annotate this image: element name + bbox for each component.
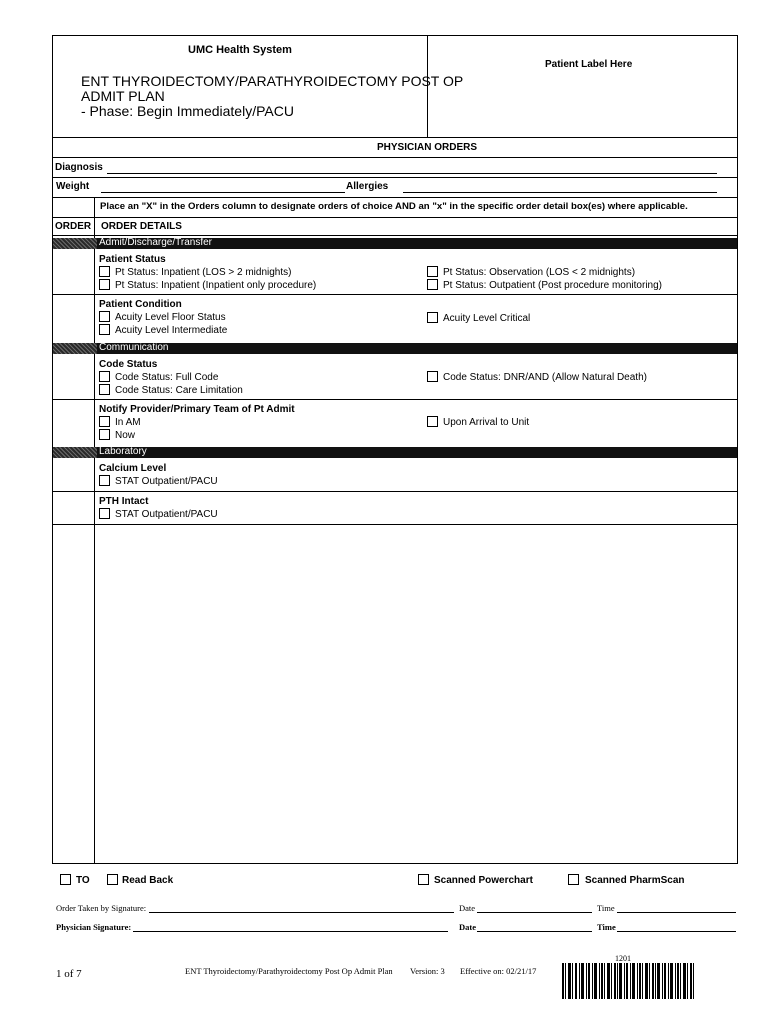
calcium-heading: Calcium Level [99, 463, 167, 474]
scanned-powerchart-checkbox[interactable] [418, 874, 429, 885]
effective-date: Effective on: 02/21/17 [460, 966, 537, 976]
barcode [562, 963, 694, 999]
pt-status-inpatient-los-label: Pt Status: Inpatient (LOS > 2 midnights) [115, 267, 292, 278]
document-title: ENT Thyroidectomy/Parathyroidectomy Post Op Admit Plan [185, 966, 393, 976]
acuity-intermediate-label: Acuity Level Intermediate [115, 325, 228, 336]
code-status-heading: Code Status [99, 359, 158, 370]
notify-in-am-label: In AM [115, 417, 141, 428]
rule [52, 294, 738, 295]
pth-stat-label: STAT Outpatient/PACU [115, 509, 218, 520]
barcode-number: 1201 [615, 954, 631, 963]
header-bottom-line [52, 137, 738, 138]
notify-in-am-checkbox[interactable] [99, 416, 110, 427]
pt-status-inpatient-only-checkbox[interactable] [99, 279, 110, 290]
section-admit [53, 238, 737, 249]
system-name: UMC Health System [188, 44, 292, 56]
code-care-limitation-label: Code Status: Care Limitation [115, 385, 243, 396]
to-label: TO [76, 875, 90, 886]
form-title [81, 74, 463, 119]
notify-now-checkbox[interactable] [99, 429, 110, 440]
physician-date-label: Date [459, 922, 476, 932]
patient-condition-heading: Patient Condition [99, 299, 182, 310]
order-taken-date-label: Date [459, 903, 476, 913]
order-column-header: ORDER [55, 221, 92, 232]
physician-time-field[interactable] [617, 931, 736, 932]
form-phase: - Phase: Begin Immediately/PACU [81, 103, 294, 119]
rule [52, 217, 738, 218]
pth-stat-checkbox[interactable] [99, 508, 110, 519]
code-care-limitation-checkbox[interactable] [99, 384, 110, 395]
order-column-divider [94, 197, 95, 864]
form-title-line2: ADMIT PLAN [81, 88, 165, 104]
order-taken-date-field[interactable] [477, 912, 592, 913]
notify-upon-arrival-label: Upon Arrival to Unit [443, 417, 530, 428]
form-title-line1: ENT THYROIDECTOMY/PARATHYROIDECTOMY POST OP [81, 73, 464, 89]
patient-status-heading: Patient Status [99, 254, 166, 265]
acuity-critical-label: Acuity Level Critical [443, 313, 531, 324]
patient-label-area: Patient Label Here [545, 59, 633, 70]
instruction-text: Place an "X" in the Orders column to designate orders of choice AND an "x" in the specific order detail box(es) where applicable. [100, 201, 688, 212]
order-taken-signature-field[interactable] [149, 912, 454, 913]
order-taken-time-label: Time [597, 903, 615, 913]
notify-heading: Notify Provider/Primary Team of Pt Admit [99, 404, 295, 415]
physician-orders-heading: PHYSICIAN ORDERS [377, 142, 478, 153]
acuity-intermediate-checkbox[interactable] [99, 324, 110, 335]
physician-signature-field[interactable] [133, 931, 448, 932]
page-number: 1 of 7 [56, 968, 82, 980]
order-taken-label: Order Taken by Signature: [56, 903, 147, 913]
physician-date-field[interactable] [477, 931, 592, 932]
rule [52, 524, 738, 525]
allergies-field[interactable] [403, 192, 717, 193]
section-communication [53, 343, 737, 354]
scanned-pharmscan-label: Scanned PharmScan [585, 875, 685, 886]
section-laboratory-title: Laboratory [99, 446, 147, 457]
pt-status-inpatient-los-checkbox[interactable] [99, 266, 110, 277]
weight-field[interactable] [101, 192, 345, 193]
rule [52, 177, 738, 178]
to-checkbox[interactable] [60, 874, 71, 885]
code-full-checkbox[interactable] [99, 371, 110, 382]
notify-now-label: Now [115, 430, 136, 441]
acuity-floor-checkbox[interactable] [99, 311, 110, 322]
code-dnr-checkbox[interactable] [427, 371, 438, 382]
diagnosis-field[interactable] [107, 173, 717, 174]
pt-status-outpatient-label: Pt Status: Outpatient (Post procedure monitoring) [443, 280, 662, 291]
pt-status-observation-checkbox[interactable] [427, 266, 438, 277]
section-laboratory [53, 447, 737, 458]
pt-status-inpatient-only-label: Pt Status: Inpatient (Inpatient only procedure) [115, 280, 317, 291]
rule [52, 399, 738, 400]
rule [52, 491, 738, 492]
calcium-stat-checkbox[interactable] [99, 475, 110, 486]
scanned-pharmscan-checkbox[interactable] [568, 874, 579, 885]
acuity-floor-label: Acuity Level Floor Status [115, 312, 226, 323]
order-details-column-header: ORDER DETAILS [101, 221, 182, 232]
pth-heading: PTH Intact [99, 496, 149, 507]
order-taken-time-field[interactable] [617, 912, 736, 913]
rule [52, 197, 738, 198]
code-dnr-label: Code Status: DNR/AND (Allow Natural Death) [443, 372, 647, 383]
calcium-stat-label: STAT Outpatient/PACU [115, 476, 218, 487]
allergies-label: Allergies [346, 181, 389, 192]
physician-time-label: Time [597, 922, 616, 932]
section-admit-title: Admit/Discharge/Transfer [99, 237, 212, 248]
scanned-powerchart-label: Scanned Powerchart [434, 875, 533, 886]
read-back-checkbox[interactable] [107, 874, 118, 885]
rule [52, 235, 738, 236]
weight-label: Weight [56, 181, 90, 192]
version-text: Version: 3 [410, 966, 445, 976]
pt-status-outpatient-checkbox[interactable] [427, 279, 438, 290]
pt-status-observation-label: Pt Status: Observation (LOS < 2 midnights) [443, 267, 636, 278]
diagnosis-label: Diagnosis [55, 162, 103, 173]
read-back-label: Read Back [122, 875, 174, 886]
physician-signature-label: Physician Signature: [56, 922, 132, 932]
section-communication-title: Communication [99, 342, 169, 353]
acuity-critical-checkbox[interactable] [427, 312, 438, 323]
notify-upon-arrival-checkbox[interactable] [427, 416, 438, 427]
code-full-label: Code Status: Full Code [115, 372, 219, 383]
rule [52, 157, 738, 158]
